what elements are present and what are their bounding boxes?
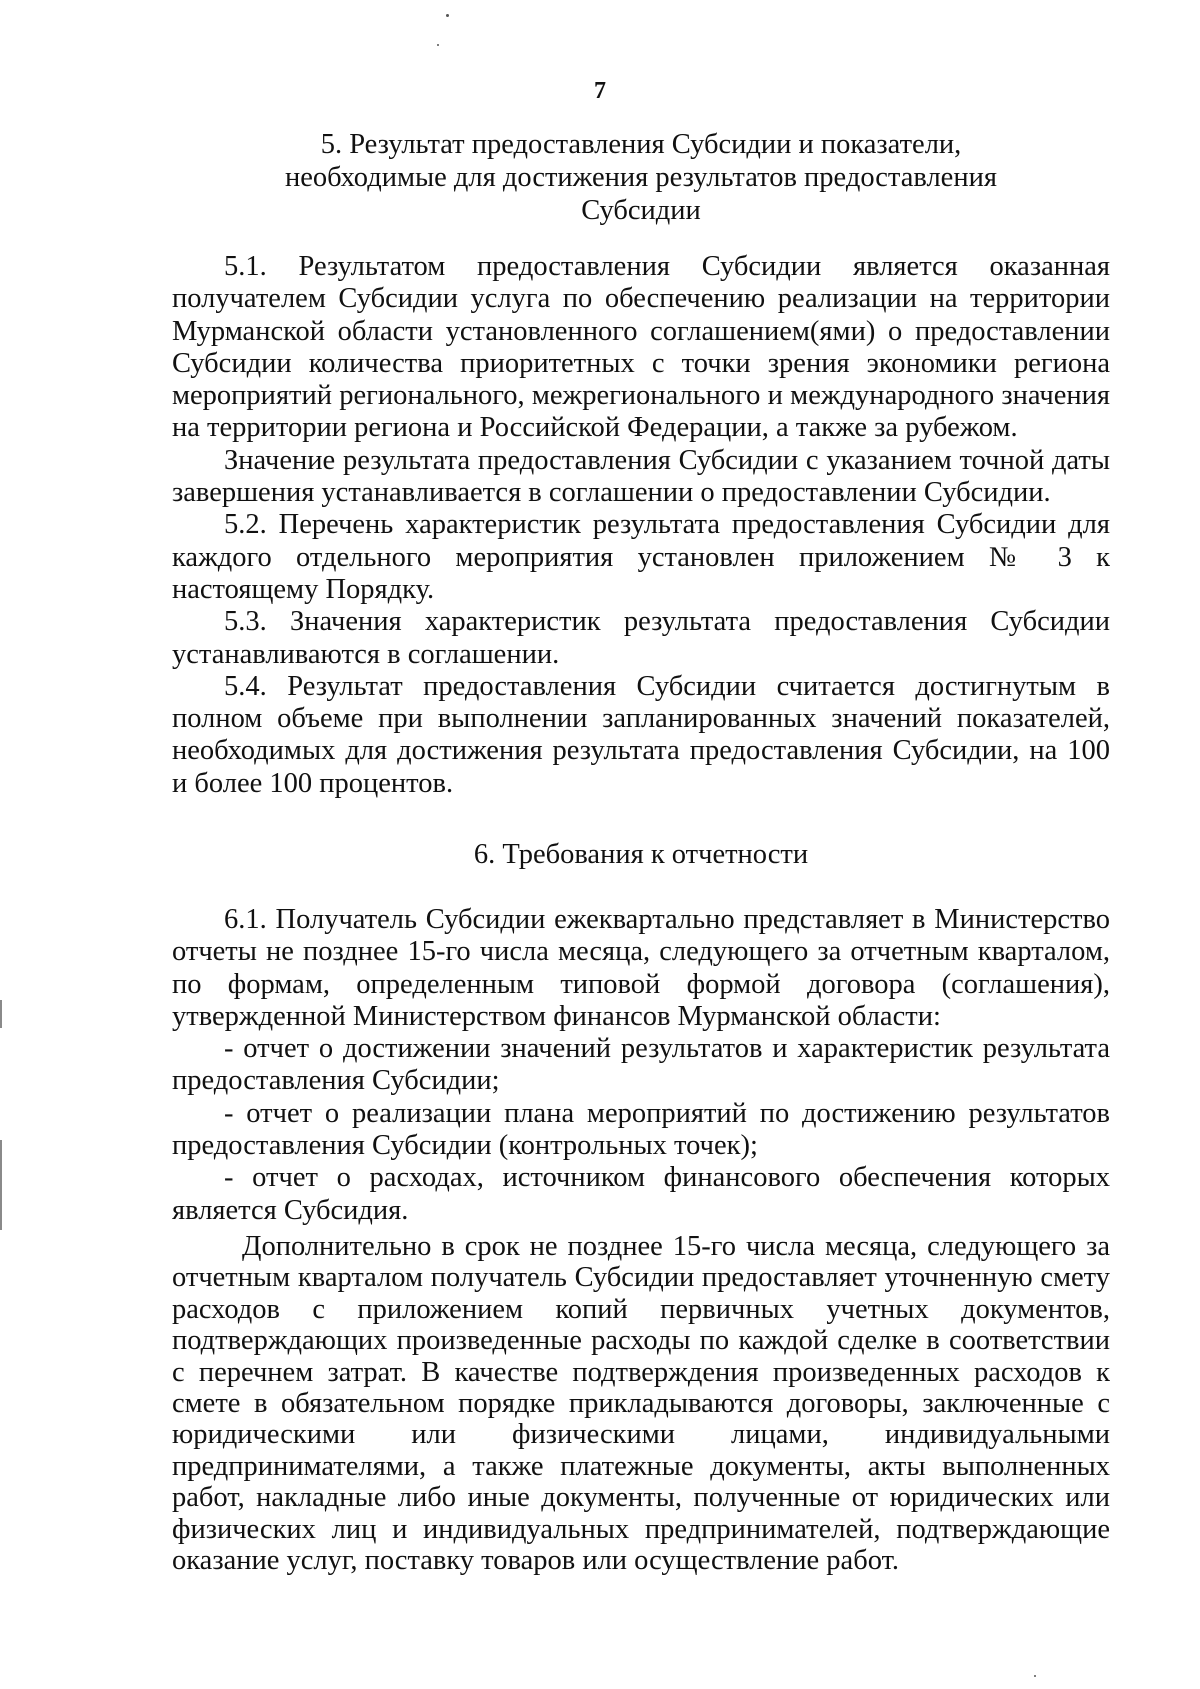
scan-edge-mark xyxy=(0,1140,2,1230)
paragraph-5-2: 5.2. Перечень характеристик результата предоставления Субсидии для каждого отдельного мероприятия установлен приложением № 3 к настоящему Порядку. xyxy=(172,509,1110,605)
section-6-body xyxy=(172,904,1110,1227)
section-5-heading xyxy=(172,128,1110,227)
scan-edge-mark xyxy=(0,1000,2,1028)
page-number: 7 xyxy=(594,78,606,104)
paragraph-5-4: 5.4. Результат предоставления Субсидии считается достигнутым в полном объеме при выполнении запланированных значений показателей, необходимых для достижения результата предоставления Субсидии, на 100 и более 100 процентов. xyxy=(172,670,1110,799)
section-5-heading-line: 5. Результат предоставления Субсидии и показатели, xyxy=(320,129,962,160)
paragraph-5-1-value: Значение результата предоставления Субсидии с указанием точной даты завершения устанавливается в соглашении о предоставлении Субсидии. xyxy=(172,444,1110,509)
paragraph-5-3: 5.3. Значения характеристик результата предоставления Субсидии устанавливаются в соглашении. xyxy=(172,606,1110,670)
scan-speck xyxy=(446,14,449,17)
scan-speck xyxy=(1034,1675,1036,1677)
scan-speck xyxy=(437,44,439,46)
report-list-item: - отчет о реализации плана мероприятий по достижению результатов предоставления Субсидии (контрольных точек); xyxy=(172,1097,1110,1162)
paragraph-5-1: 5.1. Результатом предоставления Субсидии является оказанная получателем Субсидии услуга по обеспечению реализации на территории Мурманской области установленного соглашением(ями) о предоставлении Субсидии количества приоритетных с точки зрения экономики региона мероприятий регионального, межрегионального и международного значения на территории региона и Российской Федерации, а также за рубежом. xyxy=(172,251,1110,444)
section-6-heading: 6. Требования к отчетности xyxy=(473,839,809,870)
paragraph-6-1: 6.1. Получатель Субсидии ежеквартально представляет в Министерство отчеты не позднее 15-го числа месяца, следующего за отчетным кварталом, по формам, определенным типовой формой договора (соглашения), утвержденной Министерством финансов Мурманской области: xyxy=(172,904,1110,1032)
section-6-additional-body xyxy=(172,1231,1110,1576)
section-5-heading-line: необходимые для достижения результатов предоставления xyxy=(285,162,997,193)
section-5-body xyxy=(172,251,1110,800)
section-5-heading-line: Субсидии xyxy=(581,195,701,226)
report-list-item: - отчет о расходах, источником финансового обеспечения которых является Субсидия. xyxy=(172,1162,1110,1226)
paragraph-additional-reporting: Дополнительно в срок не позднее 15-го числа месяца, следующего за отчетным кварталом получатель Субсидии предоставляет уточненную смету расходов с приложением копий первичных учетных документов, подтверждающих произведенные расходы по каждой сделке в соответствии с перечнем затрат. В качестве подтверждения произведенных расходов к смете в обязательном порядке прикладываются договоры, заключенные с юридическими или физическими лицами, индивидуальными предпринимателями, а также платежные документы, акты выполненных работ, накладные либо иные документы, полученные от юридических или физических лиц и индивидуальных предпринимателей, подтверждающие оказание услуг, поставку товаров или осуществление работ. xyxy=(172,1231,1110,1577)
report-list-item: - отчет о достижении значений результатов и характеристик результата предоставления Субсидии; xyxy=(172,1033,1110,1097)
